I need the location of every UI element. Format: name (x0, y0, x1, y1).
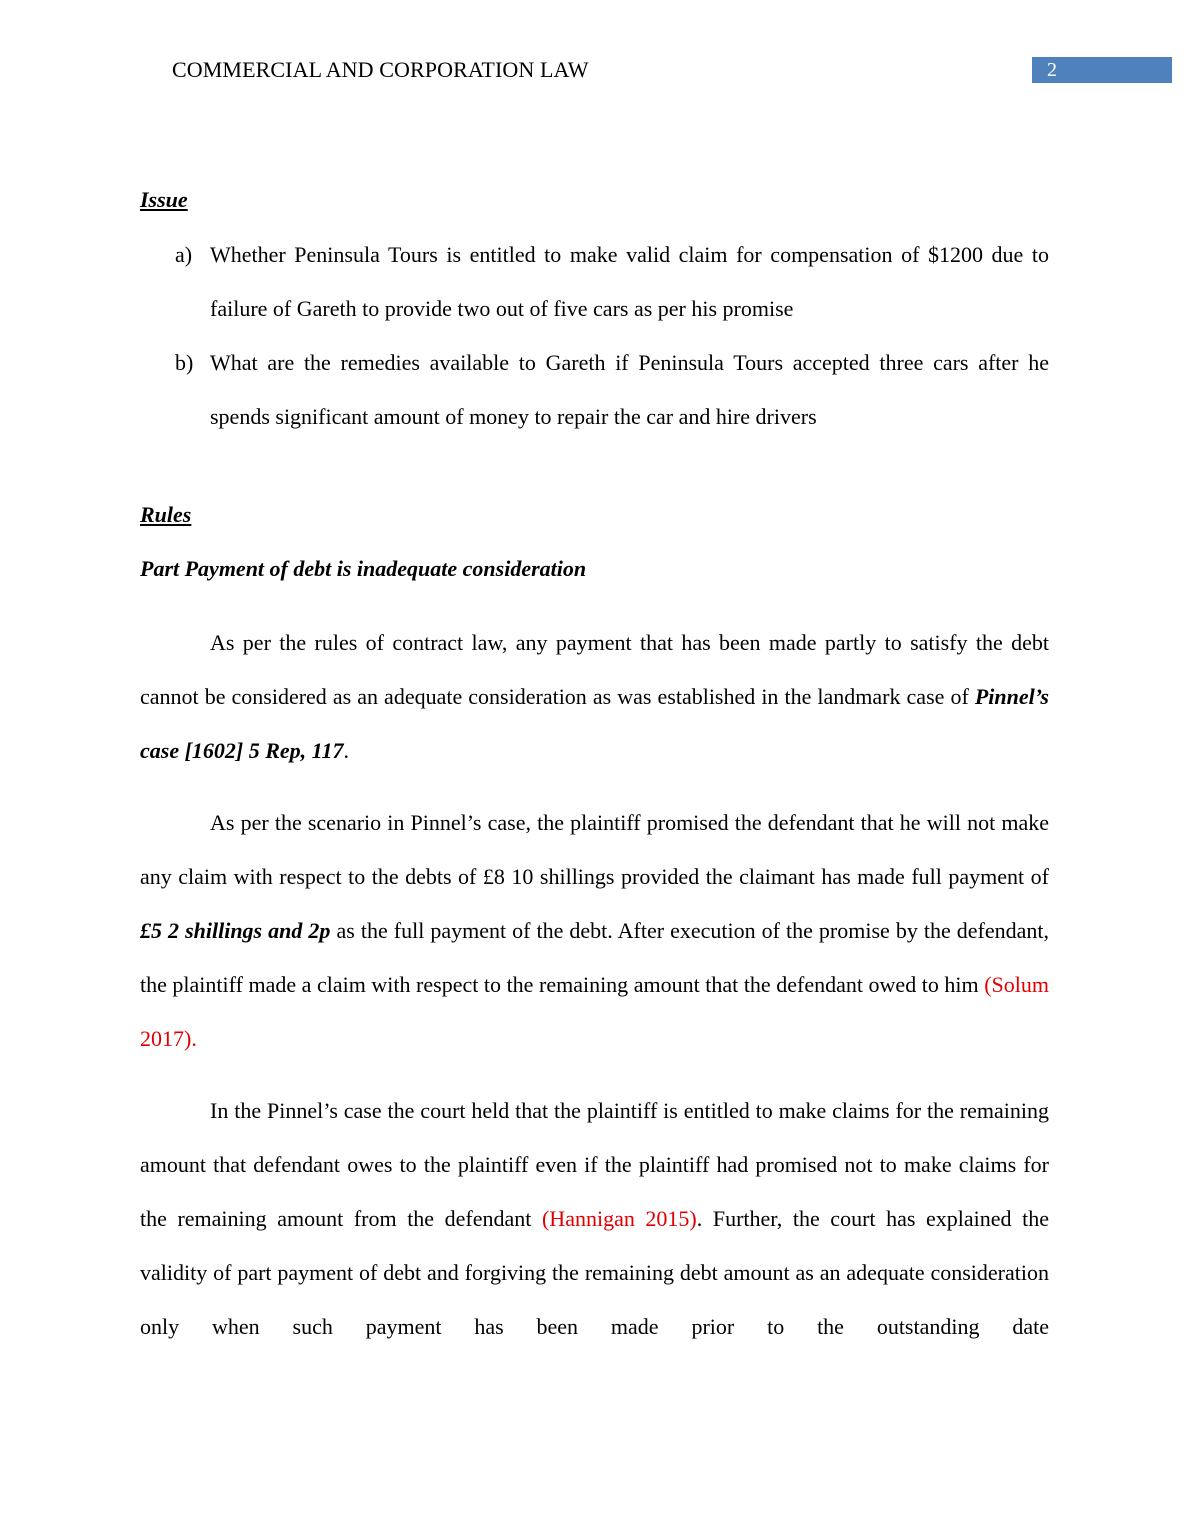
issue-item-b (140, 336, 1049, 444)
paragraph-text: As per the rules of contract law, any payment that has been made partly to satisfy the debt cannot be considered as an adequate consideration as was established in the landmark case of (140, 630, 1049, 709)
paragraph-end: . (343, 738, 349, 763)
rules-heading: Rules (140, 502, 192, 527)
rules-subheading: Part Payment of debt is inadequate consideration (140, 556, 587, 581)
list-marker: a) (175, 242, 193, 267)
paragraph-court-held (140, 1084, 1049, 1354)
issue-heading: Issue (140, 187, 188, 212)
issue-item-text: Whether Peninsula Tours is entitled to make valid claim for compensation of $1200 due to failure of Gareth to provide two out of five cars as per his promise (210, 242, 1049, 321)
case-citation: Pinnel’s case [1602] 5 Rep, 117 (140, 684, 1049, 763)
issue-list (140, 228, 1049, 444)
paragraph-text: In the Pinnel’s case the court held that the plaintiff is entitled to make claims for the remaining amount that defendant owes to the plaintiff even if the plaintiff had promised not to make claims for the remaining amount from the defendant (140, 1098, 1049, 1231)
payment-amount: £5 2 shillings and 2p (140, 918, 331, 943)
page-number-badge: 2 (1032, 57, 1172, 83)
paragraph-pinnel-scenario (140, 796, 1049, 1066)
issue-item-text: What are the remedies available to Gareth if Peninsula Tours accepted three cars after he spends significant amount of money to repair the car and hire drivers (210, 350, 1049, 429)
paragraph-text: As per the scenario in Pinnel’s case, the plaintiff promised the defendant that he will not make any claim with respect to the debts of £8 10 shillings provided the claimant has made full payment of (140, 810, 1049, 889)
paragraph-part-payment-rule (140, 616, 1049, 778)
paragraph-text: . Further, the court has explained the validity of part payment of debt and forgiving the remaining debt amount as an adequate consideration only when such payment has been made prior to the outstanding date (140, 1206, 1049, 1339)
paragraph-text: as the full payment of the debt. After execution of the promise by the defendant, the plaintiff made a claim with respect to the remaining amount that the defendant owed to him (140, 918, 1050, 997)
running-header-title: COMMERCIAL AND CORPORATION LAW (172, 57, 589, 82)
reference-citation: (Hannigan 2015) (541, 1206, 697, 1231)
issue-item-a (140, 228, 1049, 336)
reference-citation: (Solum 2017). (140, 972, 1049, 1051)
list-marker: b) (175, 350, 194, 375)
